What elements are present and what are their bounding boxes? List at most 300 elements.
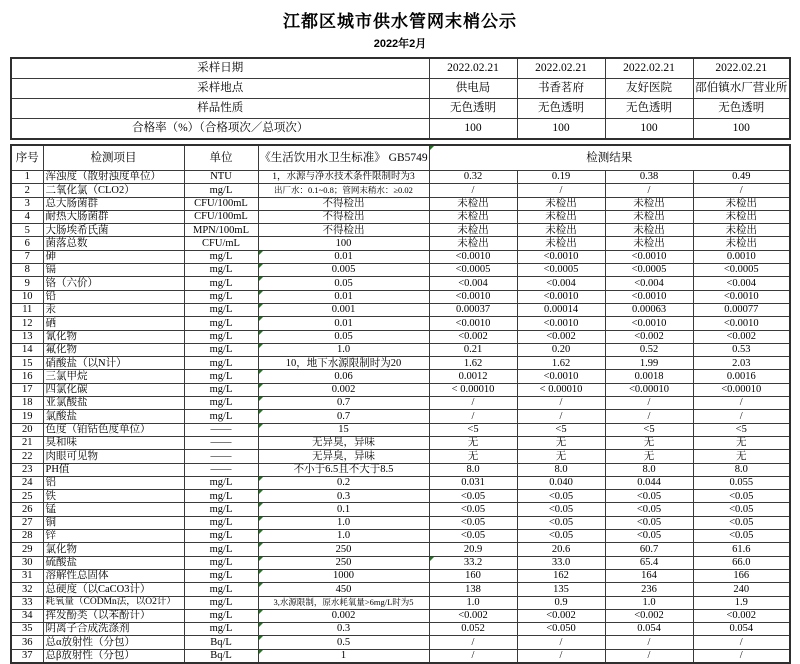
row-result-4: / xyxy=(693,410,790,423)
row-result-3: 未检出 xyxy=(605,237,693,250)
table-row xyxy=(11,556,790,569)
row-no: 22 xyxy=(11,450,43,463)
row-unit: mg/L xyxy=(184,370,258,383)
row-no: 17 xyxy=(11,383,43,396)
row-result-1: / xyxy=(429,410,517,423)
page-title: 江都区城市供水管网末梢公示 xyxy=(283,12,517,31)
info-row-value-1: 2022.02.21 xyxy=(429,58,517,79)
info-row-value-4: 2022.02.21 xyxy=(693,58,790,79)
info-row-value-3: 100 xyxy=(605,119,693,140)
row-result-4: 0.00077 xyxy=(693,303,790,316)
row-result-4: 未检出 xyxy=(693,210,790,223)
row-no: 18 xyxy=(11,397,43,410)
row-result-2: 0.00014 xyxy=(517,303,605,316)
row-no: 1 xyxy=(11,171,43,184)
row-result-4: / xyxy=(693,184,790,197)
row-result-2: 无 xyxy=(517,436,605,449)
row-result-1: <0.002 xyxy=(429,330,517,343)
row-result-3: 未检出 xyxy=(605,224,693,237)
test-results-table xyxy=(10,144,791,664)
table-row xyxy=(11,649,790,663)
row-standard: 10，地下水源限制时为20 xyxy=(258,357,429,370)
table-row xyxy=(11,636,790,649)
row-unit: mg/L xyxy=(184,383,258,396)
row-unit: mg/L xyxy=(184,490,258,503)
info-row xyxy=(11,58,790,79)
row-result-1: <0.004 xyxy=(429,277,517,290)
row-result-1: 160 xyxy=(429,569,517,582)
row-result-2: / xyxy=(517,649,605,663)
row-result-2: 33.0 xyxy=(517,556,605,569)
row-unit: NTU xyxy=(184,171,258,184)
row-result-3: 0.0018 xyxy=(605,370,693,383)
row-standard: 不得检出 xyxy=(258,197,429,210)
row-result-1: <0.0010 xyxy=(429,250,517,263)
table-row xyxy=(11,303,790,316)
header-item: 检测项目 xyxy=(43,145,184,171)
row-result-2: 0.9 xyxy=(517,596,605,609)
table-row xyxy=(11,277,790,290)
row-item: 硫酸盐 xyxy=(43,556,184,569)
table-row xyxy=(11,383,790,396)
row-item: 锌 xyxy=(43,530,184,543)
row-standard: 不得检出 xyxy=(258,210,429,223)
row-no: 2 xyxy=(11,184,43,197)
row-item: 铁 xyxy=(43,490,184,503)
row-unit: mg/L xyxy=(184,623,258,636)
table-row xyxy=(11,543,790,556)
row-standard: 0.01 xyxy=(258,250,429,263)
info-row-value-2: 100 xyxy=(517,119,605,140)
row-no: 15 xyxy=(11,357,43,370)
table-row xyxy=(11,317,790,330)
row-no: 28 xyxy=(11,530,43,543)
row-standard: 0.7 xyxy=(258,397,429,410)
info-row-value-3: 2022.02.21 xyxy=(605,58,693,79)
row-standard: 250 xyxy=(258,556,429,569)
row-result-1: 未检出 xyxy=(429,224,517,237)
row-item: 耐热大肠菌群 xyxy=(43,210,184,223)
row-result-1: <0.05 xyxy=(429,530,517,543)
row-result-3: <0.0010 xyxy=(605,317,693,330)
row-result-3: / xyxy=(605,649,693,663)
table-row xyxy=(11,516,790,529)
table-row xyxy=(11,290,790,303)
row-result-3: <0.0010 xyxy=(605,250,693,263)
row-item: PH值 xyxy=(43,463,184,476)
row-result-3: 无 xyxy=(605,450,693,463)
row-item: 总大肠菌群 xyxy=(43,197,184,210)
row-result-2: <0.05 xyxy=(517,516,605,529)
info-row-value-2: 2022.02.21 xyxy=(517,58,605,79)
row-result-1: 0.031 xyxy=(429,476,517,489)
row-standard: 15 xyxy=(258,423,429,436)
table-row xyxy=(11,450,790,463)
row-unit: mg/L xyxy=(184,543,258,556)
row-item: 铝 xyxy=(43,476,184,489)
row-item: 阴离子合成洗涤剂 xyxy=(43,623,184,636)
row-no: 29 xyxy=(11,543,43,556)
row-result-4: 66.0 xyxy=(693,556,790,569)
row-standard: 0.7 xyxy=(258,410,429,423)
row-standard: 无异臭，异味 xyxy=(258,436,429,449)
row-unit: mg/L xyxy=(184,277,258,290)
row-result-4: 8.0 xyxy=(693,463,790,476)
row-unit: mg/L xyxy=(184,250,258,263)
row-result-3: <0.0010 xyxy=(605,290,693,303)
row-result-4: 未检出 xyxy=(693,224,790,237)
row-item: 挥发酚类（以苯酚计） xyxy=(43,609,184,622)
table-row xyxy=(11,609,790,622)
row-result-2: <0.002 xyxy=(517,609,605,622)
row-unit: MPN/100mL xyxy=(184,224,258,237)
table-row xyxy=(11,343,790,356)
row-standard: 1，水源与净水技术条件限制时为3 xyxy=(258,171,429,184)
row-result-1: 0.052 xyxy=(429,623,517,636)
row-result-4: 1.9 xyxy=(693,596,790,609)
row-standard: 450 xyxy=(258,583,429,596)
table-row xyxy=(11,623,790,636)
row-result-1: 0.32 xyxy=(429,171,517,184)
row-standard: 1.0 xyxy=(258,516,429,529)
header-unit: 单位 xyxy=(184,145,258,171)
row-result-2: 未检出 xyxy=(517,237,605,250)
row-unit: —— xyxy=(184,450,258,463)
row-result-1: < 0.00010 xyxy=(429,383,517,396)
row-result-3: <0.002 xyxy=(605,330,693,343)
table-row xyxy=(11,583,790,596)
row-unit: —— xyxy=(184,463,258,476)
row-item: 耗氧量（CODMn法，以O2计） xyxy=(43,596,184,609)
row-item: 四氯化碳 xyxy=(43,383,184,396)
row-unit: —— xyxy=(184,436,258,449)
row-item: 溶解性总固体 xyxy=(43,569,184,582)
row-no: 24 xyxy=(11,476,43,489)
row-standard: 0.005 xyxy=(258,264,429,277)
row-result-3: 0.52 xyxy=(605,343,693,356)
row-no: 27 xyxy=(11,516,43,529)
row-result-4: 0.53 xyxy=(693,343,790,356)
table-row xyxy=(11,423,790,436)
row-result-1: <0.05 xyxy=(429,503,517,516)
row-item: 氟化物 xyxy=(43,343,184,356)
row-standard: 不小于6.5且不大于8.5 xyxy=(258,463,429,476)
row-result-2: 无 xyxy=(517,450,605,463)
row-result-1: 未检出 xyxy=(429,197,517,210)
row-result-3: <0.05 xyxy=(605,490,693,503)
table-row xyxy=(11,250,790,263)
row-result-3: <0.004 xyxy=(605,277,693,290)
row-no: 5 xyxy=(11,224,43,237)
info-row-value-2: 书香茗府 xyxy=(517,79,605,99)
row-standard: 0.002 xyxy=(258,383,429,396)
row-standard: 0.05 xyxy=(258,330,429,343)
row-result-3: 1.99 xyxy=(605,357,693,370)
row-result-1: <0.05 xyxy=(429,516,517,529)
row-unit: —— xyxy=(184,423,258,436)
row-result-4: 未检出 xyxy=(693,197,790,210)
row-result-2: 未检出 xyxy=(517,224,605,237)
row-no: 21 xyxy=(11,436,43,449)
row-standard: 0.01 xyxy=(258,290,429,303)
row-item: 硝酸盐（以N计） xyxy=(43,357,184,370)
row-unit: mg/L xyxy=(184,530,258,543)
header-no: 序号 xyxy=(11,145,43,171)
row-standard: 不得检出 xyxy=(258,224,429,237)
row-result-4: 0.49 xyxy=(693,171,790,184)
row-result-1: / xyxy=(429,397,517,410)
row-result-4: 166 xyxy=(693,569,790,582)
row-result-2: <5 xyxy=(517,423,605,436)
row-no: 26 xyxy=(11,503,43,516)
row-no: 10 xyxy=(11,290,43,303)
row-result-2: / xyxy=(517,184,605,197)
row-result-1: <0.0010 xyxy=(429,290,517,303)
row-standard: 100 xyxy=(258,237,429,250)
row-unit: CFU/100mL xyxy=(184,210,258,223)
table-row xyxy=(11,184,790,197)
row-no: 30 xyxy=(11,556,43,569)
table-row xyxy=(11,197,790,210)
row-item: 浑浊度（散射浊度单位） xyxy=(43,171,184,184)
row-item: 总硬度（以CaCO3计） xyxy=(43,583,184,596)
table-row xyxy=(11,530,790,543)
row-item: 亚氯酸盐 xyxy=(43,397,184,410)
info-row-value-1: 100 xyxy=(429,119,517,140)
row-item: 色度（铂钴色度单位） xyxy=(43,423,184,436)
row-result-4: <0.0010 xyxy=(693,290,790,303)
row-result-1: <0.05 xyxy=(429,490,517,503)
row-result-2: 162 xyxy=(517,569,605,582)
row-result-2: <0.050 xyxy=(517,623,605,636)
report-month: 2022年2月 xyxy=(373,38,427,50)
row-result-2: 8.0 xyxy=(517,463,605,476)
row-result-1: 8.0 xyxy=(429,463,517,476)
header-result: 检测结果 xyxy=(429,145,790,171)
row-item: 硒 xyxy=(43,317,184,330)
row-result-4: <0.004 xyxy=(693,277,790,290)
row-result-1: <5 xyxy=(429,423,517,436)
row-result-1: 无 xyxy=(429,436,517,449)
header-standard: 《生活饮用水卫生标准》 GB5749 xyxy=(258,145,429,171)
row-no: 34 xyxy=(11,609,43,622)
row-unit: mg/L xyxy=(184,476,258,489)
row-result-2: <0.0010 xyxy=(517,317,605,330)
row-unit: mg/L xyxy=(184,609,258,622)
row-result-1: 未检出 xyxy=(429,210,517,223)
row-item: 氯化物 xyxy=(43,543,184,556)
row-result-3: / xyxy=(605,397,693,410)
row-result-4: 0.0016 xyxy=(693,370,790,383)
row-result-2: < 0.00010 xyxy=(517,383,605,396)
row-no: 3 xyxy=(11,197,43,210)
row-result-1: 0.00037 xyxy=(429,303,517,316)
row-unit: Bq/L xyxy=(184,649,258,663)
row-unit: CFU/mL xyxy=(184,237,258,250)
row-no: 6 xyxy=(11,237,43,250)
row-item: 镉 xyxy=(43,264,184,277)
row-result-1: / xyxy=(429,184,517,197)
row-unit: mg/L xyxy=(184,303,258,316)
row-unit: mg/L xyxy=(184,596,258,609)
row-result-1: 1.62 xyxy=(429,357,517,370)
info-row-value-4: 100 xyxy=(693,119,790,140)
row-item: 氰化物 xyxy=(43,330,184,343)
row-result-1: / xyxy=(429,636,517,649)
row-no: 31 xyxy=(11,569,43,582)
row-result-3: <0.05 xyxy=(605,530,693,543)
row-no: 37 xyxy=(11,649,43,663)
table-row xyxy=(11,357,790,370)
row-unit: mg/L xyxy=(184,343,258,356)
row-result-3: <5 xyxy=(605,423,693,436)
row-result-4: <0.0010 xyxy=(693,317,790,330)
row-result-3: / xyxy=(605,636,693,649)
row-no: 11 xyxy=(11,303,43,316)
row-result-1: <0.0010 xyxy=(429,317,517,330)
info-row-label: 样品性质 xyxy=(11,99,429,119)
row-result-1: <0.002 xyxy=(429,609,517,622)
row-standard: 0.06 xyxy=(258,370,429,383)
row-unit: mg/L xyxy=(184,290,258,303)
info-row-value-3: 无色透明 xyxy=(605,99,693,119)
row-result-4: 0.055 xyxy=(693,476,790,489)
row-unit: mg/L xyxy=(184,264,258,277)
row-item: 臭和味 xyxy=(43,436,184,449)
row-result-3: <0.05 xyxy=(605,503,693,516)
row-result-2: 1.62 xyxy=(517,357,605,370)
row-result-2: <0.05 xyxy=(517,503,605,516)
row-result-4: 0.0010 xyxy=(693,250,790,263)
table-row xyxy=(11,370,790,383)
row-result-1: 无 xyxy=(429,450,517,463)
row-result-2: <0.004 xyxy=(517,277,605,290)
row-result-3: 0.054 xyxy=(605,623,693,636)
row-result-4: <0.05 xyxy=(693,516,790,529)
row-result-3: 1.0 xyxy=(605,596,693,609)
row-result-4: 0.054 xyxy=(693,623,790,636)
row-result-3: <0.05 xyxy=(605,516,693,529)
info-row xyxy=(11,79,790,99)
row-result-2: 未检出 xyxy=(517,210,605,223)
row-result-3: <0.0005 xyxy=(605,264,693,277)
row-no: 33 xyxy=(11,596,43,609)
row-result-1: 未检出 xyxy=(429,237,517,250)
row-result-2: <0.0010 xyxy=(517,290,605,303)
row-no: 7 xyxy=(11,250,43,263)
row-result-3: 未检出 xyxy=(605,197,693,210)
row-item: 砷 xyxy=(43,250,184,263)
row-result-3: 65.4 xyxy=(605,556,693,569)
info-row-value-2: 无色透明 xyxy=(517,99,605,119)
row-result-3: 未检出 xyxy=(605,210,693,223)
row-result-2: <0.0010 xyxy=(517,250,605,263)
row-result-4: 未检出 xyxy=(693,237,790,250)
row-result-2: <0.05 xyxy=(517,530,605,543)
row-standard: 0.3 xyxy=(258,490,429,503)
row-result-2: <0.002 xyxy=(517,330,605,343)
row-no: 16 xyxy=(11,370,43,383)
row-result-2: 未检出 xyxy=(517,197,605,210)
row-result-4: <0.0005 xyxy=(693,264,790,277)
table-row xyxy=(11,264,790,277)
row-result-1: 20.9 xyxy=(429,543,517,556)
row-unit: mg/L xyxy=(184,583,258,596)
row-standard: 0.002 xyxy=(258,609,429,622)
info-row-value-4: 无色透明 xyxy=(693,99,790,119)
row-result-3: / xyxy=(605,184,693,197)
row-result-4: <0.05 xyxy=(693,530,790,543)
table-row xyxy=(11,330,790,343)
row-result-1: 33.2 xyxy=(429,556,517,569)
table-row xyxy=(11,210,790,223)
row-standard: 0.01 xyxy=(258,317,429,330)
row-unit: mg/L xyxy=(184,569,258,582)
row-standard: 1000 xyxy=(258,569,429,582)
info-row-label: 采样地点 xyxy=(11,79,429,99)
row-result-3: 236 xyxy=(605,583,693,596)
row-no: 20 xyxy=(11,423,43,436)
row-result-4: <5 xyxy=(693,423,790,436)
row-item: 汞 xyxy=(43,303,184,316)
row-result-4: <0.002 xyxy=(693,609,790,622)
info-row-value-3: 友好医院 xyxy=(605,79,693,99)
row-item: 菌落总数 xyxy=(43,237,184,250)
row-unit: mg/L xyxy=(184,556,258,569)
row-unit: mg/L xyxy=(184,184,258,197)
row-standard: 3,水源限制，原水耗氧量>6mg/L时为5 xyxy=(258,596,429,609)
row-unit: Bq/L xyxy=(184,636,258,649)
row-no: 32 xyxy=(11,583,43,596)
info-row-value-1: 供电局 xyxy=(429,79,517,99)
row-result-3: 164 xyxy=(605,569,693,582)
row-result-2: 0.20 xyxy=(517,343,605,356)
row-unit: mg/L xyxy=(184,357,258,370)
row-result-3: 60.7 xyxy=(605,543,693,556)
row-item: 肉眼可见物 xyxy=(43,450,184,463)
row-item: 氯酸盐 xyxy=(43,410,184,423)
row-result-3: 无 xyxy=(605,436,693,449)
table-row xyxy=(11,397,790,410)
info-row-value-1: 无色透明 xyxy=(429,99,517,119)
row-result-1: 1.0 xyxy=(429,596,517,609)
row-item: 总β放射性（分包） xyxy=(43,649,184,663)
row-result-2: / xyxy=(517,410,605,423)
main-table-header-row xyxy=(11,145,790,171)
row-unit: CFU/100mL xyxy=(184,197,258,210)
row-result-3: 8.0 xyxy=(605,463,693,476)
row-item: 三氯甲烷 xyxy=(43,370,184,383)
row-result-3: <0.00010 xyxy=(605,383,693,396)
table-row xyxy=(11,436,790,449)
row-item: 锰 xyxy=(43,503,184,516)
row-standard: 0.5 xyxy=(258,636,429,649)
table-row xyxy=(11,490,790,503)
table-row xyxy=(11,569,790,582)
table-row xyxy=(11,237,790,250)
row-unit: mg/L xyxy=(184,503,258,516)
row-result-3: <0.002 xyxy=(605,609,693,622)
row-result-1: <0.0005 xyxy=(429,264,517,277)
row-no: 14 xyxy=(11,343,43,356)
row-result-4: <0.05 xyxy=(693,490,790,503)
row-result-2: <0.05 xyxy=(517,490,605,503)
info-row-label: 合格率（%）（合格项次／总项次） xyxy=(11,119,429,140)
row-item: 二氧化氯（CLO2） xyxy=(43,184,184,197)
row-no: 19 xyxy=(11,410,43,423)
row-result-4: <0.05 xyxy=(693,503,790,516)
row-standard: 0.3 xyxy=(258,623,429,636)
